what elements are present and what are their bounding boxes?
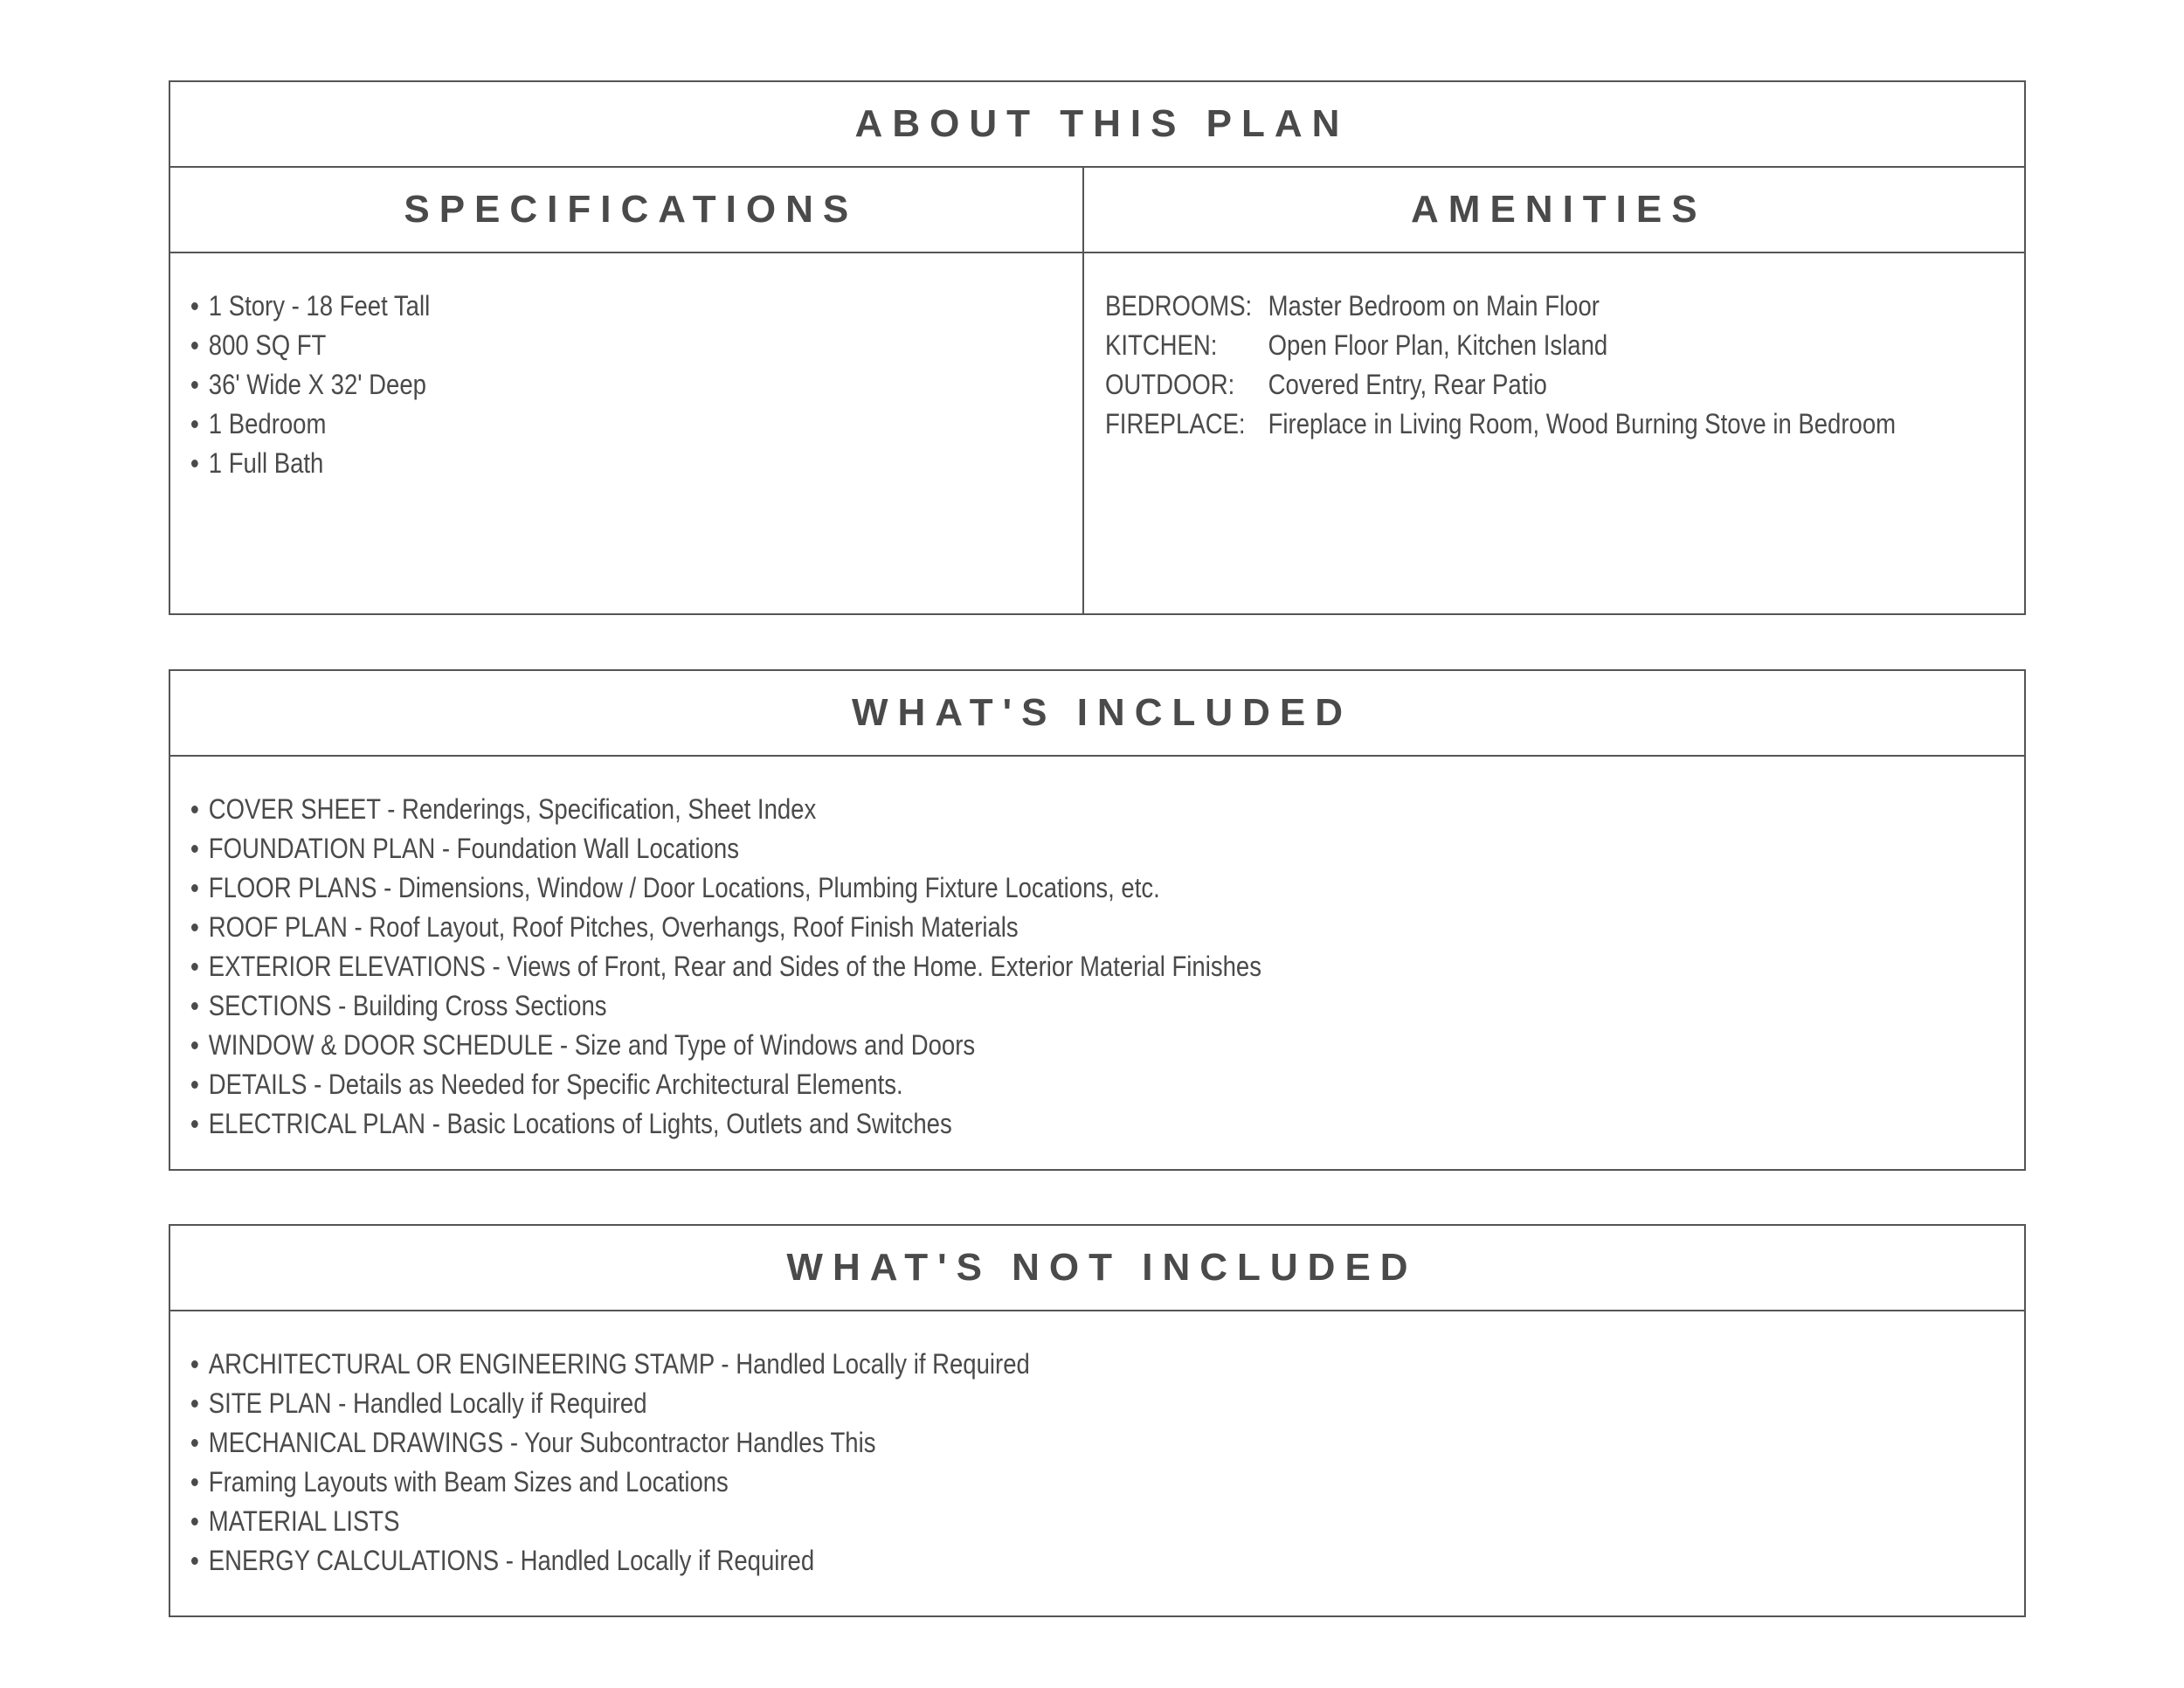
bullet-icon — [191, 302, 198, 310]
about-plan-columns — [170, 168, 2024, 613]
included-item-text: ELECTRICAL PLAN - Basic Locations of Lights, Outlets and Switches — [208, 1108, 952, 1139]
spec-item-text: 800 SQ FT — [208, 329, 327, 361]
bullet-icon — [191, 1081, 198, 1089]
specifications-body — [170, 253, 1082, 613]
included-item — [191, 1026, 1767, 1065]
bullet-icon — [191, 1002, 198, 1010]
not-included-item-text: SITE PLAN - Handled Locally if Required — [208, 1387, 647, 1419]
bullet-icon — [191, 1400, 198, 1408]
bullet-icon — [191, 1120, 198, 1128]
spec-item — [191, 405, 957, 444]
included-section — [169, 669, 2026, 1171]
bullet-icon — [191, 381, 198, 389]
included-item-text: SECTIONS - Building Cross Sections — [208, 990, 607, 1021]
not-included-item — [191, 1423, 1767, 1463]
amenity-row — [1105, 287, 1896, 326]
bullet-icon — [191, 924, 198, 931]
included-item — [191, 908, 1767, 947]
amenities-title: AMENITIES — [1411, 188, 1707, 231]
not-included-item-text: Framing Layouts with Beam Sizes and Locations — [208, 1466, 729, 1498]
included-item — [191, 790, 1767, 829]
included-item — [191, 829, 1767, 868]
not-included-list — [191, 1345, 2024, 1581]
about-plan-section — [169, 80, 2026, 615]
not-included-item — [191, 1384, 1767, 1423]
amenity-value: Open Floor Plan, Kitchen Island — [1268, 329, 1607, 361]
included-item-text: ROOF PLAN - Roof Layout, Roof Pitches, Overhangs, Roof Finish Materials — [208, 911, 1019, 943]
bullet-icon — [191, 1557, 198, 1565]
amenity-value: Master Bedroom on Main Floor — [1268, 290, 1600, 322]
not-included-item-text: ARCHITECTURAL OR ENGINEERING STAMP - Handled Locally if Required — [208, 1348, 1030, 1380]
bullet-icon — [191, 1518, 198, 1525]
spec-item-text: 36' Wide X 32' Deep — [208, 369, 426, 400]
amenities-header — [1084, 168, 2024, 253]
amenity-row — [1105, 405, 1896, 444]
spec-item — [191, 444, 957, 483]
included-list — [191, 790, 2024, 1144]
about-plan-header — [170, 82, 2024, 168]
amenity-label: BEDROOMS: — [1104, 290, 1252, 322]
bullet-icon — [191, 963, 198, 971]
included-title: WHAT'S INCLUDED — [851, 691, 1353, 734]
not-included-item-text: MECHANICAL DRAWINGS - Your Subcontractor Handles This — [208, 1427, 876, 1458]
included-item-text: EXTERIOR ELEVATIONS - Views of Front, Rear and Sides of the Home. Exterior Material Finishes — [208, 951, 1261, 982]
bullet-icon — [191, 1439, 198, 1447]
amenity-row — [1105, 326, 1896, 365]
spec-item — [191, 365, 957, 405]
spec-item — [191, 287, 957, 326]
included-body — [170, 757, 2024, 1144]
spec-item-text: 1 Full Bath — [208, 447, 324, 479]
amenities-body — [1084, 253, 2024, 613]
specifications-column — [170, 168, 1082, 613]
bullet-icon — [191, 342, 198, 349]
amenity-label: OUTDOOR: — [1104, 369, 1234, 400]
not-included-item — [191, 1463, 1767, 1502]
included-item — [191, 986, 1767, 1026]
specifications-header — [170, 168, 1082, 253]
amenity-label: KITCHEN: — [1104, 329, 1218, 361]
amenity-value: Covered Entry, Rear Patio — [1268, 369, 1547, 400]
not-included-body — [170, 1311, 2024, 1581]
included-item-text: DETAILS - Details as Needed for Specific Architectural Elements. — [208, 1069, 903, 1100]
bullet-icon — [191, 460, 198, 467]
not-included-item-text: ENERGY CALCULATIONS - Handled Locally if Required — [208, 1545, 815, 1576]
amenity-value: Fireplace in Living Room, Wood Burning Stove in Bedroom — [1268, 408, 1896, 439]
specifications-title: SPECIFICATIONS — [404, 188, 859, 231]
not-included-item — [191, 1502, 1767, 1541]
amenity-label: FIREPLACE: — [1104, 408, 1246, 439]
bullet-icon — [191, 884, 198, 892]
about-plan-title: ABOUT THIS PLAN — [854, 102, 1350, 145]
included-item-text: COVER SHEET - Renderings, Specification, Sheet Index — [208, 793, 817, 825]
spec-item — [191, 326, 957, 365]
not-included-section — [169, 1224, 2026, 1617]
not-included-header — [170, 1226, 2024, 1311]
amenity-row — [1105, 365, 1896, 405]
not-included-item — [191, 1541, 1767, 1581]
bullet-icon — [191, 1041, 198, 1049]
included-item-text: FLOOR PLANS - Dimensions, Window / Door Locations, Plumbing Fixture Locations, etc. — [208, 872, 1160, 903]
included-item — [191, 947, 1767, 986]
spec-item-text: 1 Story - 18 Feet Tall — [208, 290, 431, 322]
included-item — [191, 1104, 1767, 1144]
bullet-icon — [191, 1360, 198, 1368]
not-included-item-text: MATERIAL LISTS — [208, 1505, 400, 1537]
included-item-text: WINDOW & DOOR SCHEDULE - Size and Type of Windows and Doors — [208, 1029, 976, 1061]
bullet-icon — [191, 1478, 198, 1486]
amenities-column — [1082, 168, 2024, 613]
spec-item-text: 1 Bedroom — [208, 408, 327, 439]
not-included-title: WHAT'S NOT INCLUDED — [786, 1246, 1418, 1289]
included-header — [170, 671, 2024, 757]
included-item — [191, 1065, 1767, 1104]
bullet-icon — [191, 845, 198, 853]
included-item — [191, 868, 1767, 908]
not-included-item — [191, 1345, 1767, 1384]
specifications-list — [191, 287, 1082, 483]
bullet-icon — [191, 420, 198, 428]
included-item-text: FOUNDATION PLAN - Foundation Wall Locations — [208, 833, 739, 864]
bullet-icon — [191, 806, 198, 813]
